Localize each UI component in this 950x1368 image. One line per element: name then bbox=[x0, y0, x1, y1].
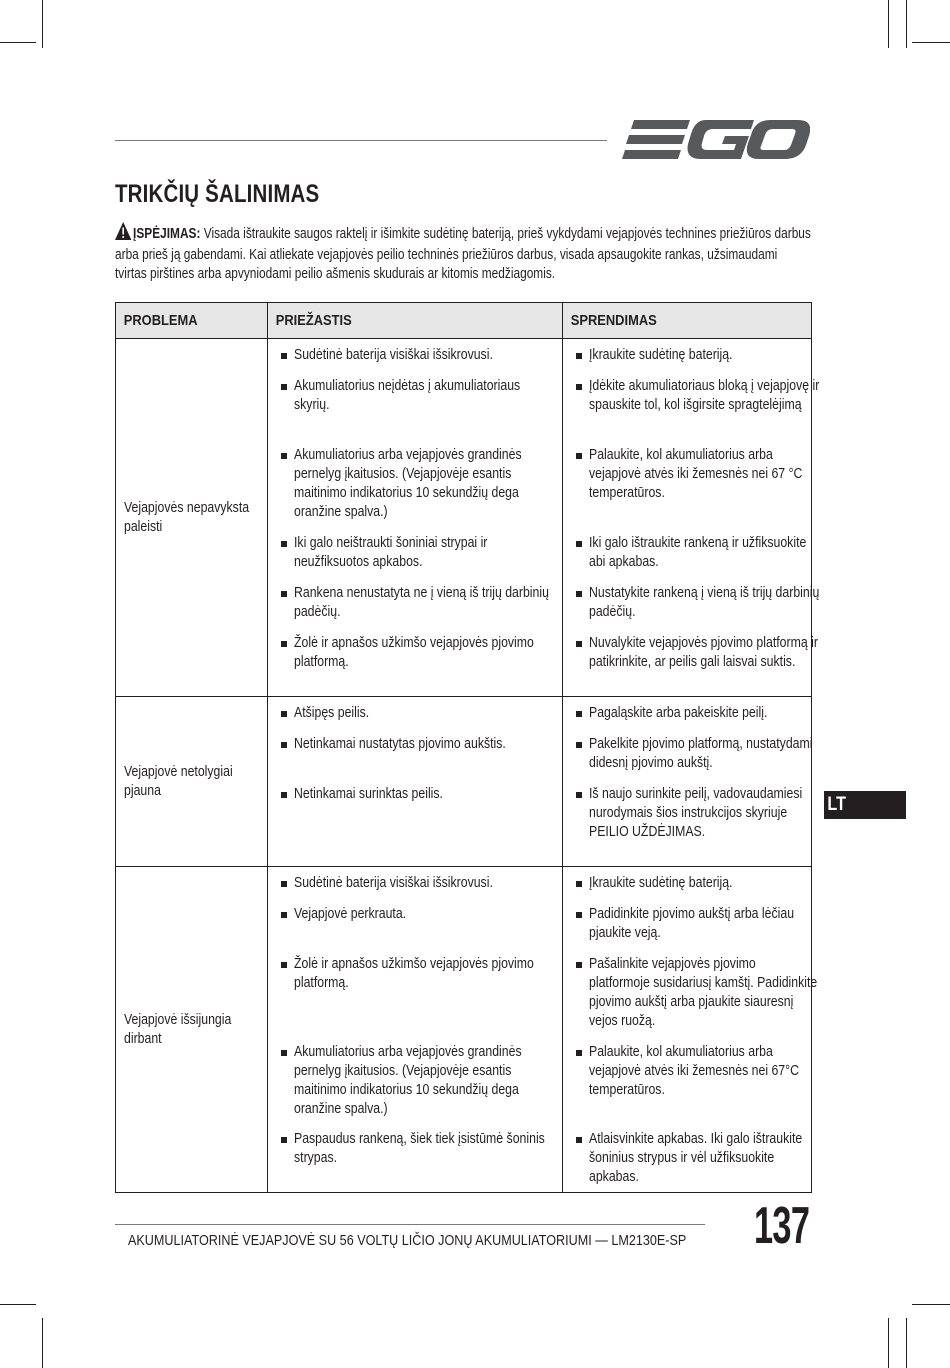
crop-mark bbox=[0, 42, 36, 43]
cause-cell bbox=[268, 697, 563, 867]
crop-mark bbox=[906, 1318, 907, 1368]
cause-item: Atšipęs peilis. bbox=[278, 704, 562, 735]
cause-cell bbox=[268, 339, 563, 697]
footer-rule bbox=[115, 1224, 705, 1225]
table-row bbox=[116, 697, 812, 867]
cause-item: Vejapjovė perkrauta. bbox=[278, 905, 562, 955]
cause-item: Sudėtinė baterija visiškai išsikrovusi. bbox=[278, 874, 562, 905]
cause-item: Sudėtinė baterija visiškai išsikrovusi. bbox=[278, 346, 562, 377]
warning-triangle-icon bbox=[115, 222, 131, 246]
solution-cell bbox=[563, 339, 820, 697]
table-row bbox=[116, 867, 812, 1193]
crop-mark bbox=[42, 0, 43, 48]
header-rule bbox=[115, 140, 607, 141]
table-header-row bbox=[116, 303, 812, 339]
crop-mark bbox=[42, 1318, 43, 1368]
solution-item: Palaukite, kol akumuliatorius arba vejapjovė atvės iki žemesnės nei 67°C temperatūros. bbox=[573, 1043, 811, 1130]
solution-cell bbox=[563, 867, 818, 1193]
cause-item: Akumuliatorius neįdėtas į akumuliatoriaus skyrių. bbox=[278, 377, 562, 446]
solution-item: Palaukite, kol akumuliatorius arba vejapjovė atvės iki žemesnės nei 67 °C temperatūros. bbox=[573, 446, 811, 534]
solution-item: Padidinkite pjovimo aukštį arba lėčiau pjaukite veją. bbox=[573, 905, 811, 955]
language-tab: LT bbox=[824, 791, 906, 819]
cause-cell bbox=[268, 867, 563, 1193]
warning-text: Visada ištraukite saugos raktelį ir išimkite sudėtinę bateriją, prieš vykdydami vejapjovės technines priežiūros darbus arba prieš ją gabendami. Kai atliekate vejapjovės peilio techninės priežiūros darbus, visada apsaugokite rankas, užsimaudami tvirtas pirštines arba apvyniodami peilio ašmenis skudurais ar kitomis medžiagomis. bbox=[115, 226, 811, 282]
cause-item: Rankena nenustatyta ne į vieną iš trijų darbinių padėčių. bbox=[278, 584, 562, 634]
warning-notice bbox=[115, 222, 815, 284]
crop-mark bbox=[888, 0, 889, 48]
cause-item: Žolė ir apnašos užkimšo vejapjovės pjovimo platformą. bbox=[278, 634, 562, 693]
solution-cell bbox=[563, 697, 812, 867]
solution-item: Iki galo ištraukite rankeną ir užfiksuokite abi apkabas. bbox=[573, 534, 811, 584]
page-title: TRIKČIŲ ŠALINIMAS bbox=[115, 180, 320, 208]
solution-item: Iš naujo surinkite peilį, vadovaudamiesi nurodymais šios instrukcijos skyriuje PEILIO UŽDĖJIMAS. bbox=[573, 785, 811, 863]
cause-item: Akumuliatorius arba vejapjovės grandinės pernelyg įkaitusios. (Vejapjovėje esantis maitinimo indikatorius 10 sekundžių dega oranžine spalva.) bbox=[278, 446, 562, 534]
column-header-solution: SPRENDIMAS bbox=[563, 303, 812, 339]
problem-cell: Vejapjovės nepavyksta paleisti bbox=[116, 339, 268, 697]
solution-item: Pagaląskite arba pakeiskite peilį. bbox=[573, 704, 811, 735]
solution-item: Įkraukite sudėtinę bateriją. bbox=[573, 346, 811, 377]
page-number: 137 bbox=[754, 1197, 810, 1255]
table-row bbox=[116, 339, 812, 697]
crop-mark bbox=[888, 1318, 889, 1368]
cause-item: Žolė ir apnašos užkimšo vejapjovės pjovimo platformą. bbox=[278, 955, 562, 1043]
cause-item: Iki galo neištraukti šoniniai strypai ir neužfiksuotos apkabos. bbox=[278, 534, 562, 584]
problem-cell: Vejapjovė netolygiai pjauna bbox=[116, 697, 268, 867]
cause-item: Netinkamai surinktas peilis. bbox=[278, 785, 562, 863]
crop-mark bbox=[906, 0, 907, 48]
troubleshooting-table bbox=[115, 302, 820, 1193]
solution-item: Pašalinkite vejapjovės pjovimo platformoje susidariusį kamštį. Padidinkite pjovimo aukštį arba pjaukite siauresnį vejos ruožą. bbox=[573, 955, 811, 1043]
cause-item: Paspaudus rankeną, šiek tiek įsistūmė šoninis strypas. bbox=[278, 1130, 562, 1189]
ego-logo bbox=[622, 118, 810, 162]
solution-item: Pakelkite pjovimo platformą, nustatydami didesnį pjovimo aukštį. bbox=[573, 735, 811, 785]
crop-mark bbox=[912, 1304, 950, 1305]
solution-item: Įkraukite sudėtinę bateriją. bbox=[573, 874, 811, 905]
crop-mark bbox=[912, 42, 950, 43]
column-header-cause: PRIEŽASTIS bbox=[268, 303, 563, 339]
solution-item: Nuvalykite vejapjovės pjovimo platformą ir patikrinkite, ar peilis gali laisvai suktis. bbox=[573, 634, 811, 693]
crop-mark bbox=[0, 1304, 36, 1305]
cause-item: Akumuliatorius arba vejapjovės grandinės pernelyg įkaitusios. (Vejapjovėje esantis maitinimo indikatorius 10 sekundžių dega oranžine spalva.) bbox=[278, 1043, 562, 1130]
column-header-problem: PROBLEMA bbox=[116, 303, 268, 339]
problem-cell: Vejapjovė išsijungia dirbant bbox=[116, 867, 268, 1193]
solution-item: Atlaisvinkite apkabas. Iki galo ištraukite šoninius strypus ir vėl užfiksuokite apkabas. bbox=[573, 1130, 811, 1189]
warning-label: ĮSPĖJIMAS: bbox=[133, 226, 201, 242]
solution-item: Įdėkite akumuliatoriaus bloką į vejapjovę ir spauskite tol, kol išgirsite spragtelėjimą bbox=[573, 377, 811, 446]
cause-item: Netinkamai nustatytas pjovimo aukštis. bbox=[278, 735, 562, 785]
footer-text: AKUMULIATORINĖ VEJAPJOVĖ SU 56 VOLTŲ LIČIO JONŲ AKUMULIATORIUMI — LM2130E-SP bbox=[128, 1232, 687, 1249]
solution-item: Nustatykite rankeną į vieną iš trijų darbinių padėčių. bbox=[573, 584, 811, 634]
